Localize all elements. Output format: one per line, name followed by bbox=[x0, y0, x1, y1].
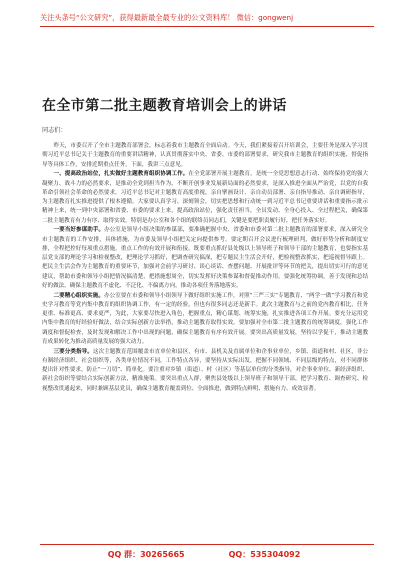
footer-contacts bbox=[0, 548, 408, 562]
paragraph-lead: 一、提高政治站位，扎实做好主题教育组织协调工作。 bbox=[53, 171, 189, 178]
document-title: 在全市第二批主题教育培训会上的讲话 bbox=[42, 98, 287, 114]
paragraph-lead: 三要分类指导。 bbox=[53, 348, 93, 355]
paragraph-text: 这次主题教育范围覆盖市直单位和县区，有市、县机关及直属单位和企事业单位，乡镇、街道和村、社区，非公有制经济组织、社会组织等，各类单位情况不同，工作特点各异，要坚持从实际出发，把握不同领域、不同层级的特点，对不同群体提出针对性要求，防止“一刀切”、简单化。要注重对乡镇（街道）、村（社区）等基层单位的分类指导，对企事业单位、新经济组织、新社会组织等要结合实际创新方法，精准施策。要突出重点人群，聚焦县处级以上领导班子和领导干部，把学习教育、调查研究、检视整改贯通起来，同时兼顾基层党员，确保主题教育覆盖到位、全面推进，做到特点鲜明、措施有力、成效显著。 bbox=[42, 348, 368, 392]
qq-group-contact: QQ 群：30265665 bbox=[107, 550, 185, 559]
paragraph bbox=[42, 292, 368, 348]
paragraph-text: 办公室要在市委和领导小组领导下做好组织实施工作，对照“三严三实”专题教育、“两学一做”学习教育和党史学习教育等党内集中教育的组织协调工作，有一定的经验，但也有很多同志还是新手。此次主题教育与之前的党内教育相比，任务更重、标准更高、要求更严，为此，大家要尽快进入角色，把握重点，精心谋划、统筹实施，扎实推进各项工作开展。要充分运用党内集中教育的好经验好做法，结合实际创新方法举措，推动主题教育取得实效。要加强对全市第二批主题教育的统筹调度，强化工作调度和督促检查，及时发现和解决工作中出现的问题，确保主题教育有序有效开展。要突出高质量发展，坚持以学促干，推动主题教育成果转化为推动高质量发展的强大动力。 bbox=[42, 292, 368, 345]
paragraph-text: 在全党部署开展主题教育，是统一全党思想意志行动、始终保持党的强大凝聚力、战斗力的必然要求，是推动全党到担当作为、不断开创事业发展新局面的必然要求，是深入推进全面从严治党，以党的自我革命引领社会革命的必然要求。习近平总书记对主题教育高度重视，亲自擘画设计、亲自动员部署、亲自指导推动、亲自调研指导，为主题教育扎实推进提供了根本遵循。大家要认真学习、深刻领会，切实把思想和行动统一到习近平总书记重要讲话和重要指示批示精神上来，统一到中央部署和省委、市委的要求上来，提高政治站位，强化责任担当，全员发动、全身心投入、全过程把关，确保第二批主题教育有力有序、取得实效。特别是办公室和各个组的联络员同志们，关键是要把职责履行好，把任务落实好。 bbox=[42, 171, 368, 224]
paragraph bbox=[42, 348, 368, 394]
paragraph bbox=[42, 170, 368, 226]
paragraph-lead: 二要精心组织实施。 bbox=[53, 292, 104, 299]
paragraph-text: 办公室是领导小组决策的参谋部，要准确把握中央、省委和市委对第二批主题教育的部署要求，深入研究全市主题教育的工作安排，具体措施，为市委及领导小组把关定向提供参考。要定期召开会议进行梳理研判，做好形势分析和制度安排，全程把控好每项重点措施，重点工作的有效开展和衔接。既要重点抓好县处级以上领导班子和领导干部的主题教育，也要指实基层党支部的理论学习和检视整改，把理论学习抓好，把调查研究搞深，把专题民主生活会开好，把检视整改抓实，把巡视督导跟上。把民主生活会作为主题教育的重要环节，加强对会前学习研讨、谈心谈话、查摆问题、开展批评等环节的把关，提出切实可行的意见建议，帮助市委和领导小组把情况搞清楚，把措施想周全，切实发挥好决策参谋和督促推动作用。要强化统筹协调，善于发现和总结好的做法，确保主题教育不虚化、不泛化、不偏离方向，推动各项任务落地落实。 bbox=[42, 227, 368, 289]
footer-divider bbox=[40, 544, 374, 545]
qq-contact: QQ：535304092 bbox=[228, 550, 301, 559]
header-banner-text: 关注头条号“公文研究”，获得最新最全最专业的公文资料库！ 微信：gongwenj bbox=[40, 13, 294, 22]
document-body bbox=[42, 142, 368, 544]
paragraph-text: 昨天，市委召开了全市主题教育部署会，标志着我市主题教育全面启动。今天，我们紧接着召开培训会，主要任务是深入学习贯彻习近平总书记关于主题教育的重要讲话精神，认真贯彻落实中央、省委、市委的部署要求，研究我市主题教育的组织实施、督促指导等具体工作，安排近期重点任务。下面，我讲三点意见。 bbox=[42, 143, 368, 168]
paragraph-lead: 一要当好参谋助手。 bbox=[53, 227, 105, 234]
paragraph bbox=[42, 226, 368, 291]
paragraph bbox=[42, 142, 368, 170]
header-divider bbox=[40, 26, 374, 27]
greeting: 同志们： bbox=[42, 127, 67, 134]
header-banner bbox=[40, 11, 374, 25]
